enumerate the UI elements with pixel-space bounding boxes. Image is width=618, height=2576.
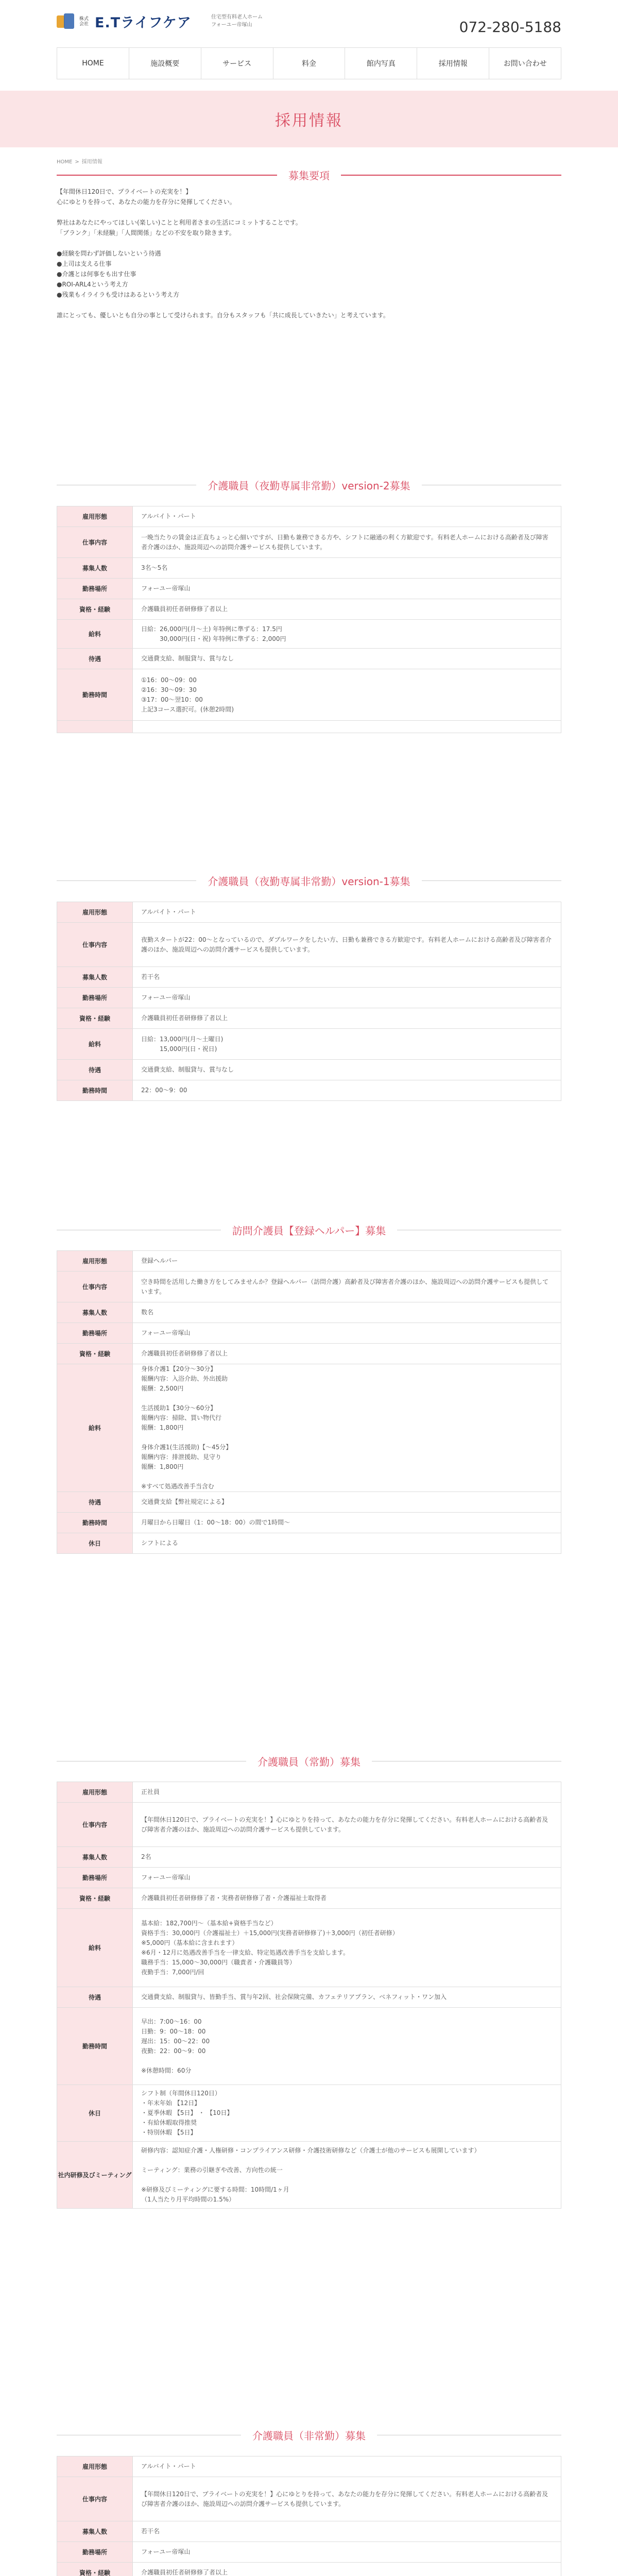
table-row — [57, 721, 561, 733]
table-row — [57, 2085, 561, 2142]
job-table — [57, 2456, 561, 2576]
row-label: 資格・経験 — [57, 1888, 133, 1909]
row-label: 勤務場所 — [57, 988, 133, 1008]
row-label: 雇用形態 — [57, 1251, 133, 1272]
site-header — [0, 0, 618, 37]
row-value: 【年間休日120日で、プライベートの充実を！】心にゆとりを持って、あなたの能力を存分に発揮してください。有料老人ホームにおける高齢者及び障害者介護のほか、施設周辺への訪問介護サービスも提供しています。 — [133, 1803, 561, 1847]
table-row — [57, 1323, 561, 1344]
row-value: 3名〜5名 — [133, 558, 561, 579]
row-value: 22：00〜9：00 — [133, 1080, 561, 1101]
table-row — [57, 649, 561, 669]
intro-line: ●残業もイライラも受けはあるという考え方 — [57, 291, 180, 298]
paragraph-gap — [57, 238, 561, 248]
row-value: 2名 — [133, 1847, 561, 1868]
row-label: 仕事内容 — [57, 1272, 133, 1302]
row-label: 資格・経験 — [57, 599, 133, 620]
recruit-intro — [57, 187, 561, 320]
table-row — [57, 1803, 561, 1847]
row-value: 交通費支給、制服貸与、皆勤手当、賞与年2回、社会保険完備、カフェテリアプラン、ベネフィット・ワン加入 — [133, 1987, 561, 2008]
heading-rule — [422, 880, 561, 881]
row-value: フォーユー帝塚山 — [133, 988, 561, 1008]
nav-contact[interactable]: お問い合わせ — [503, 60, 547, 68]
table-row — [57, 988, 561, 1008]
row-value: シフト制（年間休日120日） ・年末年始 【12日】 ・夏季休暇 【5日】 ・ 【10日】 ・有給休暇取得推奨 ・特別休暇 【5日】 — [133, 2085, 561, 2142]
row-label: 雇用形態 — [57, 2456, 133, 2477]
row-value: 正社員 — [133, 1782, 561, 1803]
table-row — [57, 1302, 561, 1323]
heading-rule — [57, 880, 196, 881]
row-label: 雇用形態 — [57, 902, 133, 923]
intro-line: ●経験を問わず評価しないという待遇 — [57, 250, 161, 257]
table-row — [57, 599, 561, 620]
table-row — [57, 1868, 561, 1888]
table-row — [57, 1492, 561, 1513]
table-row — [57, 1909, 561, 1987]
table-row — [57, 1080, 561, 1101]
table-row — [57, 1008, 561, 1029]
intro-line: ●介護とは何事をも出す仕事 — [57, 270, 136, 278]
row-label: 募集人数 — [57, 2521, 133, 2542]
row-value: アルバイト・パート — [133, 506, 561, 527]
row-label: 資格・経験 — [57, 1344, 133, 1364]
heading-rule — [341, 175, 561, 176]
row-label: 募集人数 — [57, 967, 133, 988]
nav-price[interactable]: 料金 — [273, 48, 346, 79]
row-value: シフトによる — [133, 1533, 561, 1554]
table-row — [57, 1029, 561, 1060]
table-row — [57, 1513, 561, 1533]
table-row — [57, 2521, 561, 2542]
section-heading — [57, 873, 561, 888]
job-table — [57, 1250, 561, 1554]
row-label: 募集人数 — [57, 558, 133, 579]
row-label: 仕事内容 — [57, 2477, 133, 2521]
section-title: 訪問介護員【登録ヘルパー】募集 — [232, 1225, 386, 1237]
row-label: 休日 — [57, 2085, 133, 2142]
row-label: 勤務時間 — [57, 669, 133, 721]
section-title: 介護職員（夜勤専属非常勤）version-1募集 — [208, 875, 410, 888]
table-row — [57, 967, 561, 988]
breadcrumb-current: 採用情報 — [81, 159, 102, 165]
intro-line: 心にゆとりを持って、あなたの能力を存分に発揮してください。 — [57, 198, 236, 206]
table-row — [57, 1847, 561, 1868]
row-value: ①16：00〜09：00 ②16：30〜09：30 ③17：00〜翌10：00 上記3コース選択可。(休憩2時間) — [133, 669, 561, 721]
row-value: 日給：13,000円(月〜土曜日) 15,000円(日・祝日) — [133, 1029, 561, 1060]
row-label: 待遇 — [57, 1060, 133, 1080]
row-value: 研修内容：認知症介護・人権研修・コンプライアンス研修・介護技術研修など（介護士が他のサービスも展開しています） ミーティング：業務の引継ぎや改善、方向性の統一 ※研修及びミーティングに要する時間：10時間/1ヶ月 （1人当たり月平均時間の1.5%） — [133, 2142, 561, 2209]
row-value: 介護職員初任者研修修了者以上 — [133, 1008, 561, 1029]
row-label: 勤務時間 — [57, 2008, 133, 2085]
row-value: 交通費支給、制服貸与、賞与なし — [133, 649, 561, 669]
row-value: 介護職員初任者研修修了者以上 — [133, 1344, 561, 1364]
section-heading — [57, 1223, 561, 1238]
row-label: 待遇 — [57, 1492, 133, 1513]
row-value: 交通費支給【弊社規定による】 — [133, 1492, 561, 1513]
nav-home[interactable]: HOME — [57, 48, 129, 79]
table-row — [57, 923, 561, 967]
row-value: 若干名 — [133, 967, 561, 988]
table-row — [57, 2008, 561, 2085]
table-row — [57, 1782, 561, 1803]
row-value: 月曜日から日曜日（1：00〜18：00）の間で1時間〜 — [133, 1513, 561, 1533]
table-row — [57, 1344, 561, 1364]
site-logo[interactable] — [57, 11, 192, 31]
table-row — [57, 2456, 561, 2477]
logo-company-type: 株式会社 — [79, 16, 89, 27]
row-label: 給料 — [57, 1029, 133, 1060]
logo-text: E.Tライフケア — [95, 15, 192, 31]
nav-photos[interactable]: 館内写真 — [345, 48, 417, 79]
row-label: 仕事内容 — [57, 1803, 133, 1847]
tagline-line: フォーユー帝塚山 — [211, 22, 252, 28]
page-title: 採用情報 — [275, 112, 343, 130]
row-label: 募集人数 — [57, 1302, 133, 1323]
table-row — [57, 2142, 561, 2209]
breadcrumb — [57, 157, 102, 165]
job-table — [57, 902, 561, 1101]
breadcrumb-home[interactable]: HOME — [57, 159, 73, 165]
row-value: アルバイト・パート — [133, 2456, 561, 2477]
breadcrumb-separator: > — [75, 159, 79, 165]
row-value: 基本給：182,700円〜（基本給+資格手当など） 資格手当：30,000円（介護福祉士）＋15,000円(実務者研修修了)＋3,000円（初任者研修） ※5,000円（基本給に含まれます） ※6月・12月に処遇改善手当を一律支給、特定処遇改善手当を支給します。 職務手当：15,000〜30,000円（職責者・介護職員等） 夜勤手当：7,000円/回 — [133, 1909, 561, 1987]
row-label: 給料 — [57, 1364, 133, 1492]
intro-line: ●ROI-ARL4という考え方 — [57, 281, 128, 288]
phone-number[interactable]: 072-280-5188 — [459, 19, 561, 36]
paragraph-gap — [57, 300, 561, 310]
row-label: 勤務場所 — [57, 2542, 133, 2563]
row-value: 介護職員初任者研修修了者・実務者研修修了者・介護福祉士取得者 — [133, 1888, 561, 1909]
table-row — [57, 1533, 561, 1554]
intro-line: 【年間休日120日で、プライベートの充実を！】 — [57, 188, 192, 195]
row-value: 早出：7:00〜16：00 日勤：9：00〜18：00 遅出：15：00〜22：00 夜勤：22：00〜9：00 ※休憩時間：60分 — [133, 2008, 561, 2085]
row-value: 介護職員初任者研修修了者以上 — [133, 599, 561, 620]
row-value: 一晩当たりの賃金は正直ちょっと心細いですが、日勤も兼務できる方や、シフトに融通の利く方歓迎です。有料老人ホームにおける高齢者及び障害者介護のほか、施設周辺への訪問介護サービスも提供しています。 — [133, 527, 561, 558]
row-value: 日給：26,000円(月〜土) 年特例に準ずる：17.5円 30,000円(日・祝) 年特例に準ずる：2,000円 — [133, 620, 561, 649]
intro-line: 「ブランク」「未経験」「人間関係」などの不安を取り除きます。 — [57, 229, 235, 236]
row-label: 休日 — [57, 1533, 133, 1554]
row-label: 勤務時間 — [57, 1080, 133, 1101]
table-row — [57, 1251, 561, 1272]
nav-recruit[interactable]: 採用情報 — [417, 48, 489, 79]
row-value: フォーユー帝塚山 — [133, 1323, 561, 1344]
section-title: 介護職員（夜勤専属非常勤）version-2募集 — [208, 480, 410, 492]
row-label: 勤務場所 — [57, 1868, 133, 1888]
row-value — [133, 721, 561, 733]
row-value: アルバイト・パート — [133, 902, 561, 923]
row-label: 仕事内容 — [57, 923, 133, 967]
row-label: 給料 — [57, 1909, 133, 1987]
table-row — [57, 1888, 561, 1909]
table-row — [57, 2542, 561, 2563]
row-label — [57, 721, 133, 733]
section-title: 介護職員（非常勤）募集 — [252, 2430, 366, 2442]
row-value: 身体介護1【20分〜30分】 報酬内容：入浴介助、外出援助 報酬：2,500円 生活援助1【30分〜60分】 報酬内容：掃除、買い物代行 報酬：1,800円 身体介護1(生活援助)【〜45分】 報酬内容：排泄援助、見守り 報酬：1,800円 ※すべて処遇改善手当含む — [133, 1364, 561, 1492]
row-value: 【年間休日120日で、プライベートの充実を！】心にゆとりを持って、あなたの能力を存分に発揮してください。有料老人ホームにおける高齢者及び障害者介護のほか、施設周辺への訪問介護サービスも提供しています。 — [133, 2477, 561, 2521]
table-row — [57, 527, 561, 558]
recruit-heading — [57, 167, 561, 182]
row-label: 雇用形態 — [57, 506, 133, 527]
heading-rule — [57, 175, 277, 176]
intro-line: 誰にとっても、優しいとも自分の事として受けられます。自分もスタッフも「共に成長していきたい」と考えています。 — [57, 312, 389, 319]
table-row — [57, 506, 561, 527]
table-row — [57, 579, 561, 599]
intro-line: ●上司は支える仕事 — [57, 260, 112, 267]
row-label: 仕事内容 — [57, 527, 133, 558]
row-value: 交通費支給、制服貸与、賞与なし — [133, 1060, 561, 1080]
row-label: 資格・経験 — [57, 2563, 133, 2576]
table-row — [57, 1364, 561, 1492]
table-row — [57, 902, 561, 923]
job-table — [57, 1782, 561, 2209]
logo-mark-icon — [57, 13, 75, 30]
table-row — [57, 1987, 561, 2008]
recruit-heading-title: 募集要項 — [288, 170, 330, 182]
global-nav — [57, 47, 561, 79]
row-label: 待遇 — [57, 1987, 133, 2008]
row-label: 勤務場所 — [57, 579, 133, 599]
tagline — [211, 13, 263, 29]
row-value: 数名 — [133, 1302, 561, 1323]
table-row — [57, 669, 561, 721]
section-heading — [57, 2428, 561, 2443]
row-value: フォーユー帝塚山 — [133, 2542, 561, 2563]
page-hero — [0, 91, 618, 147]
table-row — [57, 2477, 561, 2521]
row-label: 待遇 — [57, 649, 133, 669]
section-heading — [57, 478, 561, 493]
job-table — [57, 506, 561, 733]
intro-line: 弊社はあなたにやってほしい(楽しい)ことと利用者さまの生活にコミットすることです。 — [57, 219, 302, 226]
nav-service[interactable]: サービス — [201, 48, 273, 79]
row-label: 雇用形態 — [57, 1782, 133, 1803]
row-label: 資格・経験 — [57, 1008, 133, 1029]
row-label: 勤務時間 — [57, 1513, 133, 1533]
section-heading — [57, 1754, 561, 1769]
row-value: 若干名 — [133, 2521, 561, 2542]
row-value: 登録ヘルパー — [133, 1251, 561, 1272]
table-row — [57, 2563, 561, 2576]
row-value: 夜勤スタートが22：00〜となっているので、ダブルワークをしたい方、日勤も兼務できる方歓迎です。有料老人ホームにおける高齢者及び障害者介護のほか、施設周辺への訪問介護サービスも提供しています。 — [133, 923, 561, 967]
section-title: 介護職員（常勤）募集 — [258, 1756, 360, 1768]
row-value: 介護職員初任者研修修了者以上 — [133, 2563, 561, 2576]
row-label: 給料 — [57, 620, 133, 649]
table-row — [57, 558, 561, 579]
row-value: 空き時間を活用した働き方をしてみませんか？登録ヘルパー（訪問介護）高齢者及び障害者介護のほか、施設周辺への訪問介護サービスも提供しています。 — [133, 1272, 561, 1302]
table-row — [57, 1060, 561, 1080]
paragraph-gap — [57, 207, 561, 217]
row-value: フォーユー帝塚山 — [133, 1868, 561, 1888]
row-value: フォーユー帝塚山 — [133, 579, 561, 599]
nav-facility[interactable]: 施設概要 — [129, 48, 201, 79]
table-row — [57, 620, 561, 649]
row-label: 社内研修及びミーティング — [57, 2142, 133, 2209]
tagline-line: 住宅型有料老人ホーム — [211, 14, 263, 20]
row-label: 募集人数 — [57, 1847, 133, 1868]
row-label: 勤務場所 — [57, 1323, 133, 1344]
table-row — [57, 1272, 561, 1302]
